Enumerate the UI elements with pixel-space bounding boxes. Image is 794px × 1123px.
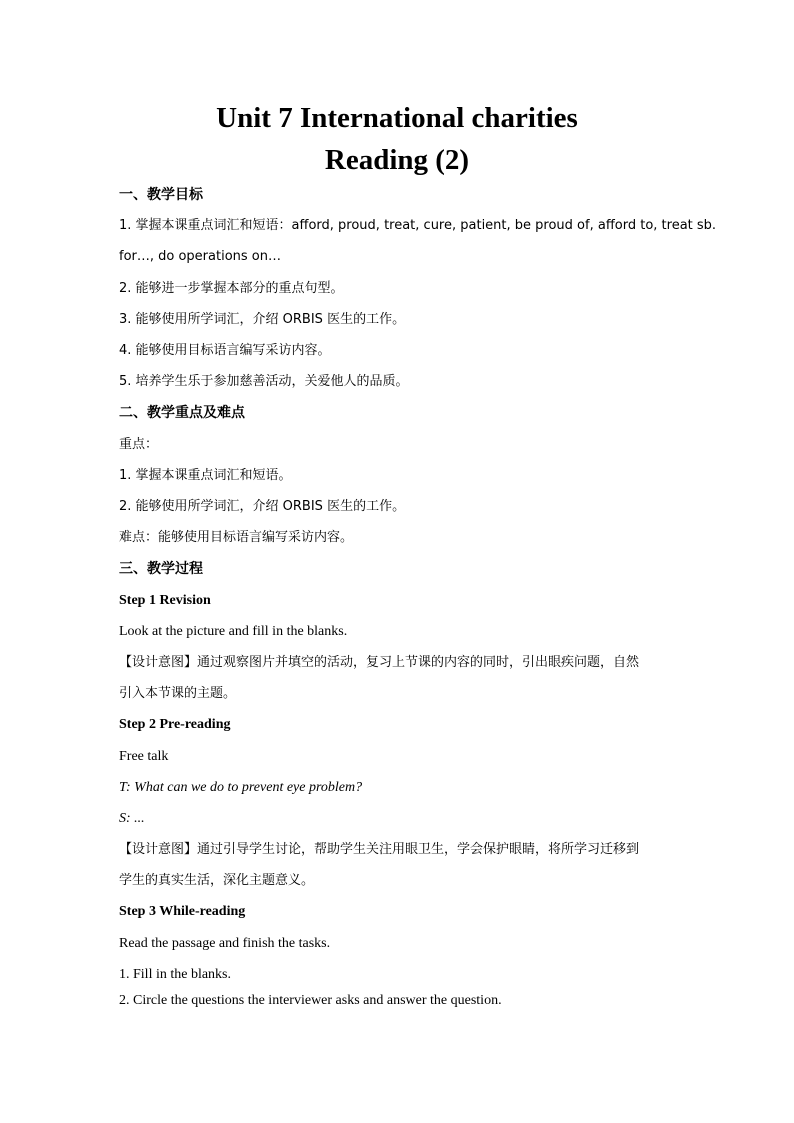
step-2-text: Free talk (119, 749, 169, 764)
difficulty-text: 难点：能够使用目标语言编写采访内容。 (119, 530, 354, 545)
document-subtitle: Reading (2) (324, 144, 470, 176)
objective-item-continuation: for…, do operations on… (119, 249, 281, 264)
step-3-task-item: 1. Fill in the blanks. (119, 967, 231, 982)
step-3-title: Step 3 While-reading (119, 904, 246, 919)
step-1-intent: 【设计意图】通过观察图片并填空的活动，复习上节课的内容的同时，引出眼疾问题，自然 (119, 655, 640, 670)
objective-item: 2. 能够进一步掌握本部分的重点句型。 (119, 281, 344, 296)
student-answer: S: ... (119, 811, 145, 826)
key-point-item: 2. 能够使用所学词汇，介绍 ORBIS 医生的工作。 (119, 499, 406, 514)
objective-item: 3. 能够使用所学词汇，介绍 ORBIS 医生的工作。 (119, 312, 406, 327)
step-2-title: Step 2 Pre-reading (119, 717, 231, 732)
step-2-intent-continuation: 学生的真实生活，深化主题意义。 (119, 873, 315, 888)
step-2-intent: 【设计意图】通过引导学生讨论，帮助学生关注用眼卫生，学会保护眼睛，将所学习迁移到 (119, 842, 640, 857)
step-1-title: Step 1 Revision (119, 593, 211, 608)
objective-item: 1. 掌握本课重点词汇和短语：afford, proud, treat, cure, patient, be proud of, afford to, treat sb. (119, 218, 717, 233)
step-1-text: Look at the picture and fill in the blanks. (119, 624, 348, 639)
teacher-question: T: What can we do to prevent eye problem? (119, 780, 363, 795)
objective-item: 5. 培养学生乐于参加慈善活动，关爱他人的品质。 (119, 374, 409, 389)
section-heading-objectives: 一、教学目标 (119, 187, 203, 203)
step-3-task-item: 2. Circle the questions the interviewer asks and answer the question. (119, 993, 502, 1008)
section-heading-key-points: 二、教学重点及难点 (119, 405, 245, 421)
section-heading-process: 三、教学过程 (119, 561, 203, 577)
objective-item: 4. 能够使用目标语言编写采访内容。 (119, 343, 331, 358)
step-3-text: Read the passage and finish the tasks. (119, 936, 331, 951)
step-1-intent-continuation: 引入本节课的主题。 (119, 686, 237, 701)
key-point-item: 1. 掌握本课重点词汇和短语。 (119, 468, 292, 483)
document-title: Unit 7 International charities (216, 102, 578, 134)
key-points-label: 重点： (119, 437, 159, 452)
